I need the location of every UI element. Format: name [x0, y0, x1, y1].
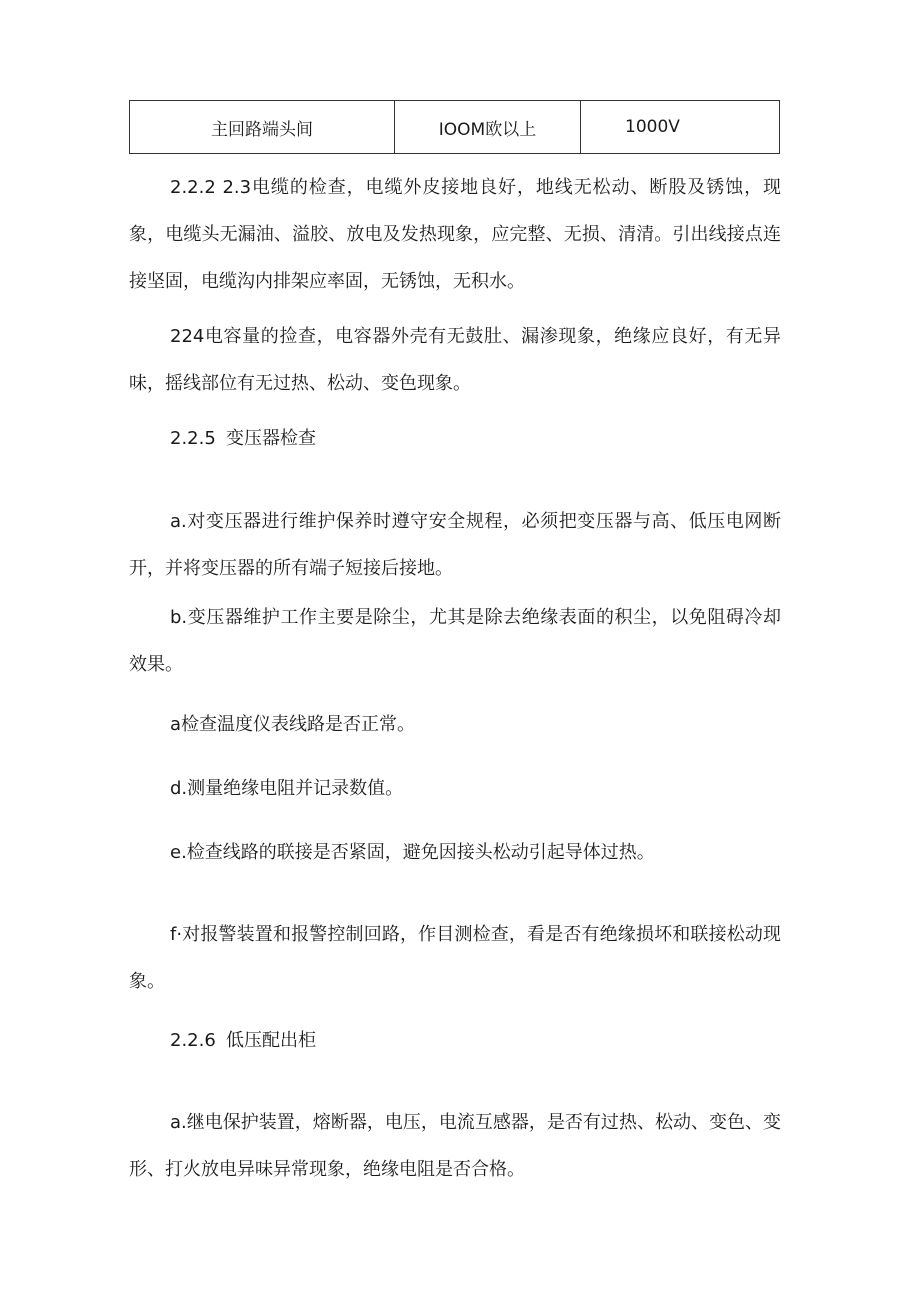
- heading-2-2-6: [170, 1026, 316, 1056]
- heading-number: 2.2.5: [170, 428, 216, 449]
- list-item-d: d.测量绝缘电阻并记录数值。: [170, 778, 404, 799]
- spec-table: [129, 100, 780, 154]
- list-item-g: a.继电保护装置，熔断器，电压，电流互感器，是否有过热、松动、变色、变形、打火放电异味异常现象，绝缘电阻是否合格。: [129, 1112, 781, 1180]
- list-item-a: a.对变压器进行维护保养时遵守安全规程，必须把变压器与高、低压电网断开，并将变压器的所有端子短接后接地。: [129, 511, 781, 579]
- heading-number: 2.2.6: [170, 1030, 216, 1051]
- list-item-f: f·对报警装置和报警控制回路，作目测检查，看是否有绝缘损坏和联接松动现象。: [129, 924, 781, 992]
- heading-title: 变压器检查: [226, 428, 316, 449]
- paragraph-2-2-3: 2.2.2 2.3电缆的检查，电缆外皮接地良好，地线无松动、断股及锈蚀，现象，电缆头无漏油、溢胶、放电及发热现象，应完整、无损、清清。引出线接点连接坚固，电缆沟内排架应率固，无锈蚀，无积水。: [129, 177, 781, 292]
- table-cell-resistance: IOOM欧以上: [395, 101, 581, 154]
- paragraph-2-2-4: 224电容量的捡查，电容器外壳有无鼓肚、漏渗现象，绝缘应良好，有无异味，摇线部位有无过热、松动、变色现象。: [129, 326, 781, 394]
- table-row: [130, 101, 780, 154]
- list-item-e: e.检查线路的联接是否紧固，避免因接头松动引起导体过热。: [170, 842, 655, 863]
- heading-title: 低压配出柜: [226, 1030, 316, 1051]
- table-cell-location: 主回路端头间: [130, 101, 395, 154]
- list-item-c: a检查温度仪表线路是否正常。: [170, 714, 416, 735]
- heading-2-2-5: [170, 424, 316, 454]
- table-cell-voltage: 1000V: [581, 101, 780, 154]
- list-item-b: b.变压器维护工作主要是除尘，尤其是除去绝缘表面的积尘，以免阻碍冷却效果。: [129, 607, 781, 675]
